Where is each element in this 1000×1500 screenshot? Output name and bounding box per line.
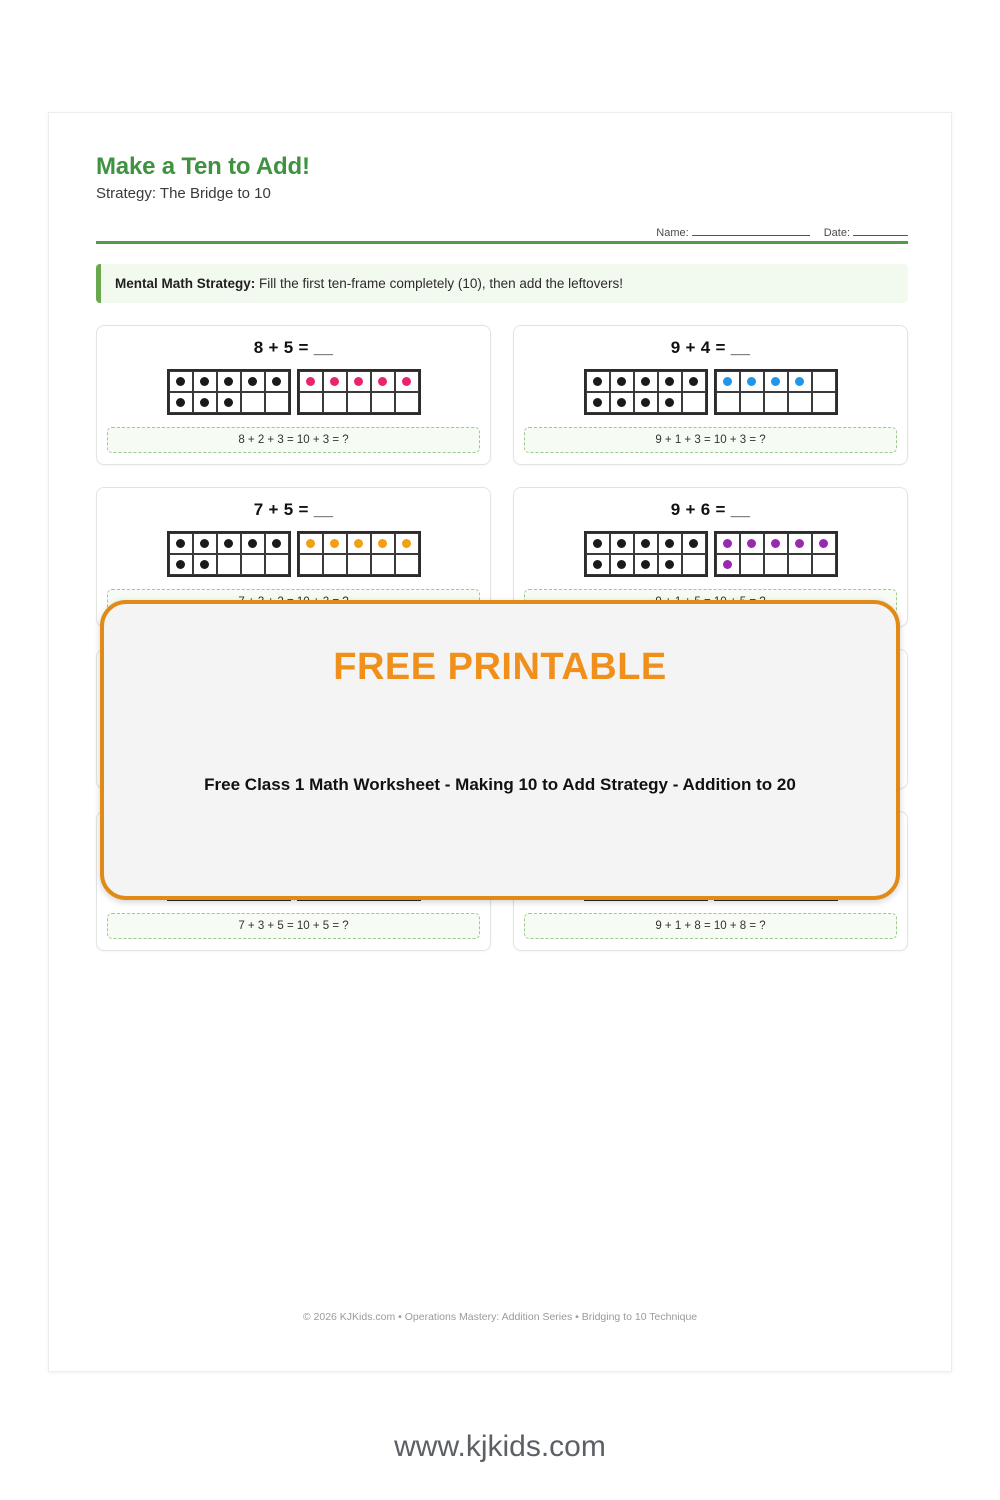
counter-dot bbox=[641, 377, 650, 386]
ten-frame-cell[interactable] bbox=[371, 533, 395, 554]
ten-frame-cell[interactable] bbox=[586, 533, 610, 554]
counter-dot bbox=[617, 377, 626, 386]
ten-frame-cell[interactable] bbox=[347, 392, 371, 413]
ten-frame-cell[interactable] bbox=[169, 533, 193, 554]
ten-frame-second bbox=[714, 369, 838, 415]
problem-hint: 9 + 1 + 3 = 10 + 3 = ? bbox=[524, 427, 897, 453]
name-input-line[interactable] bbox=[692, 225, 810, 236]
counter-dot bbox=[402, 377, 411, 386]
ten-frame-cell[interactable] bbox=[610, 554, 634, 575]
problem-hint: 7 + 3 + 5 = 10 + 5 = ? bbox=[107, 913, 480, 939]
ten-frame-second bbox=[714, 531, 838, 577]
ten-frame-cell[interactable] bbox=[193, 533, 217, 554]
ten-frame-cell[interactable] bbox=[682, 533, 706, 554]
problem-equation: 8 + 5 = __ bbox=[253, 338, 334, 357]
ten-frame-first bbox=[167, 369, 291, 415]
ten-frame-cell[interactable] bbox=[764, 392, 788, 413]
counter-dot bbox=[641, 560, 650, 569]
counter-dot bbox=[723, 539, 732, 548]
ten-frame-cell[interactable] bbox=[241, 533, 265, 554]
ten-frame-first bbox=[584, 531, 708, 577]
ten-frames bbox=[107, 369, 480, 415]
ten-frame-cell[interactable] bbox=[169, 554, 193, 575]
counter-dot bbox=[723, 560, 732, 569]
ten-frame-second bbox=[297, 369, 421, 415]
ten-frame-cell[interactable] bbox=[682, 371, 706, 392]
ten-frame-cell[interactable] bbox=[371, 554, 395, 575]
ten-frames bbox=[524, 369, 897, 415]
ten-frames bbox=[524, 531, 897, 577]
ten-frame-cell[interactable] bbox=[812, 371, 836, 392]
counter-dot bbox=[200, 560, 209, 569]
header-divider bbox=[96, 241, 908, 244]
ten-frame-cell[interactable] bbox=[634, 554, 658, 575]
ten-frame-cell[interactable] bbox=[395, 371, 419, 392]
counter-dot bbox=[378, 539, 387, 548]
ten-frame-cell[interactable] bbox=[716, 392, 740, 413]
ten-frame-cell[interactable] bbox=[371, 371, 395, 392]
worksheet-footer: © 2026 KJKids.com • Operations Mastery: Addition Series • Bridging to 10 Technique bbox=[302, 1311, 698, 1323]
counter-dot bbox=[272, 539, 281, 548]
ten-frame-cell[interactable] bbox=[241, 392, 265, 413]
ten-frame-cell[interactable] bbox=[716, 554, 740, 575]
page-subtitle: Strategy: The Bridge to 10 bbox=[96, 185, 271, 202]
counter-dot bbox=[689, 377, 698, 386]
counter-dot bbox=[330, 377, 339, 386]
problem-hint: 8 + 2 + 3 = 10 + 3 = ? bbox=[107, 427, 480, 453]
ten-frame-cell[interactable] bbox=[740, 533, 764, 554]
counter-dot bbox=[641, 539, 650, 548]
ten-frame-cell[interactable] bbox=[788, 533, 812, 554]
counter-dot bbox=[248, 539, 257, 548]
counter-dot bbox=[200, 398, 209, 407]
ten-frame-cell[interactable] bbox=[323, 554, 347, 575]
counter-dot bbox=[306, 539, 315, 548]
counter-dot bbox=[689, 539, 698, 548]
counter-dot bbox=[665, 398, 674, 407]
counter-dot bbox=[176, 560, 185, 569]
ten-frame-cell[interactable] bbox=[299, 371, 323, 392]
ten-frame-cell[interactable] bbox=[217, 533, 241, 554]
ten-frame-cell[interactable] bbox=[586, 371, 610, 392]
counter-dot bbox=[224, 398, 233, 407]
ten-frame-cell[interactable] bbox=[265, 533, 289, 554]
ten-frame-cell[interactable] bbox=[658, 392, 682, 413]
counter-dot bbox=[330, 539, 339, 548]
overlay-title: FREE PRINTABLE bbox=[333, 646, 667, 688]
counter-dot bbox=[224, 539, 233, 548]
ten-frame-cell[interactable] bbox=[193, 371, 217, 392]
ten-frame-cell[interactable] bbox=[193, 554, 217, 575]
counter-dot bbox=[617, 560, 626, 569]
date-input-line[interactable] bbox=[853, 225, 908, 236]
counter-dot bbox=[354, 539, 363, 548]
ten-frame-cell[interactable] bbox=[610, 533, 634, 554]
ten-frame-cell[interactable] bbox=[299, 533, 323, 554]
ten-frame-cell[interactable] bbox=[371, 392, 395, 413]
ten-frame-cell[interactable] bbox=[347, 554, 371, 575]
counter-dot bbox=[593, 560, 602, 569]
counter-dot bbox=[176, 539, 185, 548]
ten-frame-cell[interactable] bbox=[217, 371, 241, 392]
ten-frame-cell[interactable] bbox=[299, 392, 323, 413]
counter-dot bbox=[665, 377, 674, 386]
problem-equation: 9 + 6 = __ bbox=[670, 500, 751, 519]
ten-frame-cell[interactable] bbox=[740, 371, 764, 392]
overlay-subtitle: Free Class 1 Math Worksheet - Making 10 to Add Strategy - Addition to 20 bbox=[204, 775, 796, 794]
ten-frame-cell[interactable] bbox=[682, 392, 706, 413]
counter-dot bbox=[593, 377, 602, 386]
strategy-banner-label: Mental Math Strategy: bbox=[115, 276, 256, 291]
name-date-block bbox=[656, 225, 908, 239]
ten-frame-cell[interactable] bbox=[764, 533, 788, 554]
ten-frame-cell[interactable] bbox=[395, 392, 419, 413]
counter-dot bbox=[306, 377, 315, 386]
page-title: Make a Ten to Add! bbox=[96, 153, 310, 180]
ten-frame-cell[interactable] bbox=[764, 371, 788, 392]
ten-frame-cell[interactable] bbox=[634, 392, 658, 413]
ten-frame-cell[interactable] bbox=[169, 392, 193, 413]
ten-frame-cell[interactable] bbox=[347, 371, 371, 392]
counter-dot bbox=[641, 398, 650, 407]
ten-frame-first bbox=[167, 531, 291, 577]
counter-dot bbox=[176, 398, 185, 407]
ten-frame-cell[interactable] bbox=[682, 554, 706, 575]
ten-frame-cell[interactable] bbox=[716, 533, 740, 554]
counter-dot bbox=[272, 377, 281, 386]
ten-frame-cell[interactable] bbox=[586, 554, 610, 575]
counter-dot bbox=[795, 539, 804, 548]
ten-frame-cell[interactable] bbox=[323, 533, 347, 554]
ten-frame-cell[interactable] bbox=[812, 533, 836, 554]
ten-frame-cell[interactable] bbox=[347, 533, 371, 554]
counter-dot bbox=[200, 539, 209, 548]
ten-frame-cell[interactable] bbox=[323, 371, 347, 392]
ten-frame-cell[interactable] bbox=[634, 533, 658, 554]
ten-frame-cell[interactable] bbox=[299, 554, 323, 575]
ten-frame-cell[interactable] bbox=[812, 554, 836, 575]
site-url: www.kjkids.com bbox=[394, 1430, 606, 1463]
ten-frame-cell[interactable] bbox=[265, 392, 289, 413]
name-label: Name: bbox=[656, 227, 689, 239]
counter-dot bbox=[176, 377, 185, 386]
counter-dot bbox=[248, 377, 257, 386]
counter-dot bbox=[747, 377, 756, 386]
ten-frame-cell[interactable] bbox=[658, 554, 682, 575]
ten-frame-cell[interactable] bbox=[716, 371, 740, 392]
ten-frame-cell[interactable] bbox=[634, 371, 658, 392]
counter-dot bbox=[354, 377, 363, 386]
counter-dot bbox=[723, 377, 732, 386]
counter-dot bbox=[665, 539, 674, 548]
ten-frame-cell[interactable] bbox=[610, 392, 634, 413]
ten-frame-cell[interactable] bbox=[610, 371, 634, 392]
ten-frame-cell[interactable] bbox=[241, 371, 265, 392]
counter-dot bbox=[402, 539, 411, 548]
counter-dot bbox=[771, 539, 780, 548]
counter-dot bbox=[819, 539, 828, 548]
ten-frame-cell[interactable] bbox=[217, 392, 241, 413]
counter-dot bbox=[795, 377, 804, 386]
counter-dot bbox=[617, 539, 626, 548]
counter-dot bbox=[617, 398, 626, 407]
problem-hint: 9 + 1 + 8 = 10 + 8 = ? bbox=[524, 913, 897, 939]
ten-frame-second bbox=[297, 531, 421, 577]
counter-dot bbox=[593, 398, 602, 407]
counter-dot bbox=[378, 377, 387, 386]
strategy-banner-text: Fill the first ten-frame completely (10), then add the leftovers! bbox=[255, 276, 623, 291]
problem-equation: 7 + 5 = __ bbox=[253, 500, 334, 519]
ten-frame-cell[interactable] bbox=[788, 554, 812, 575]
ten-frame-cell[interactable] bbox=[740, 392, 764, 413]
counter-dot bbox=[747, 539, 756, 548]
problem-card bbox=[96, 325, 491, 465]
ten-frame-cell[interactable] bbox=[265, 554, 289, 575]
ten-frame-cell[interactable] bbox=[740, 554, 764, 575]
worksheet-header bbox=[96, 153, 908, 239]
ten-frame-cell[interactable] bbox=[788, 371, 812, 392]
problem-card bbox=[513, 325, 908, 465]
ten-frame-cell[interactable] bbox=[586, 392, 610, 413]
counter-dot bbox=[593, 539, 602, 548]
ten-frame-cell[interactable] bbox=[217, 554, 241, 575]
counter-dot bbox=[224, 377, 233, 386]
counter-dot bbox=[771, 377, 780, 386]
ten-frame-cell[interactable] bbox=[788, 392, 812, 413]
strategy-banner bbox=[96, 264, 908, 303]
ten-frame-cell[interactable] bbox=[241, 554, 265, 575]
ten-frame-cell[interactable] bbox=[265, 371, 289, 392]
counter-dot bbox=[200, 377, 209, 386]
free-printable-overlay bbox=[100, 600, 900, 900]
ten-frame-cell[interactable] bbox=[395, 554, 419, 575]
ten-frame-cell[interactable] bbox=[658, 371, 682, 392]
date-label: Date: bbox=[823, 227, 850, 239]
ten-frame-first bbox=[584, 369, 708, 415]
ten-frame-cell[interactable] bbox=[193, 392, 217, 413]
ten-frame-cell[interactable] bbox=[764, 554, 788, 575]
ten-frame-cell[interactable] bbox=[323, 392, 347, 413]
counter-dot bbox=[665, 560, 674, 569]
ten-frame-cell[interactable] bbox=[169, 371, 193, 392]
ten-frame-cell[interactable] bbox=[658, 533, 682, 554]
problem-equation: 9 + 4 = __ bbox=[670, 338, 751, 357]
ten-frames bbox=[107, 531, 480, 577]
ten-frame-cell[interactable] bbox=[395, 533, 419, 554]
ten-frame-cell[interactable] bbox=[812, 392, 836, 413]
